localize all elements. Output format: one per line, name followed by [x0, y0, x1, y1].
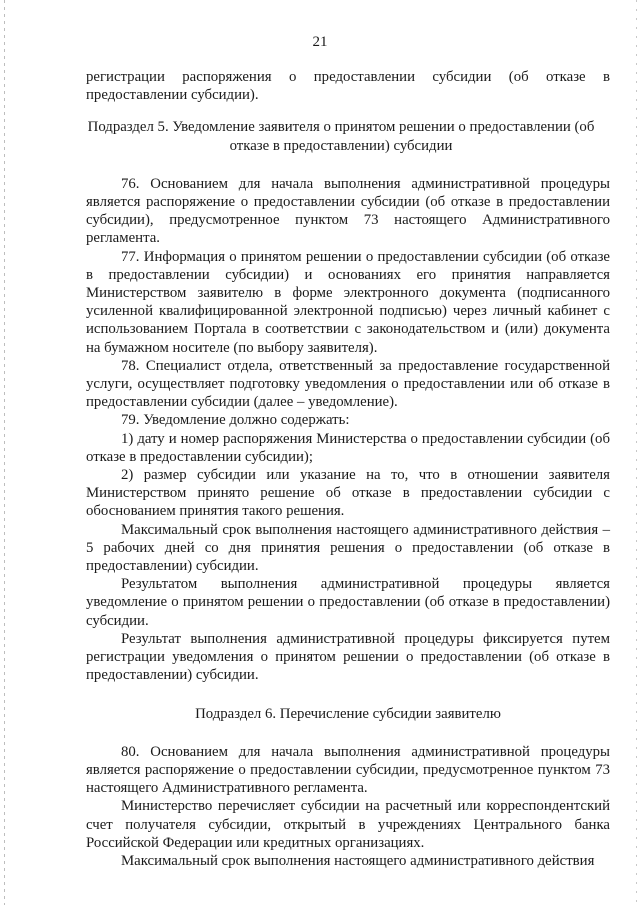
paragraph-transfer: Министерство перечисляет субсидии на расчетный или корреспондентский счет получателя субсидии, открытый в учреждениях Центрального банка Российской Федерации или кредитных организациях. — [86, 798, 610, 851]
spacer — [86, 104, 610, 118]
list-item-1: 1) дату и номер распоряжения Министерства о предоставлении субсидии (об отказе в предоставлении субсидии); — [86, 430, 610, 465]
spacer — [86, 723, 610, 743]
paragraph-80: 80. Основанием для начала выполнения административной процедуры является распоряжение о предоставлении субсидии, предусмотренное пунктом 73 настоящего Административного регламента. — [86, 743, 610, 797]
continuation-paragraph: регистрации распоряжения о предоставлении субсидии (об отказе в предоставлении субсидии). — [86, 69, 610, 104]
paragraph-deadline: Максимальный срок выполнения настоящего административного действия – 5 рабочих дней со дня принятия решения о предоставлении (об отказе в предоставлении) субсидии. — [86, 521, 610, 575]
spacer — [86, 155, 610, 175]
document-body — [86, 68, 610, 870]
paragraph-78: 78. Специалист отдела, ответственный за предоставление государственной услуги, осуществляет подготовку уведомления о предоставлении или об отказе в предоставлении субсидии (далее – уведомление). — [86, 357, 610, 411]
paragraph-77: 77. Информация о принятом решении о предоставлении субсидии (об отказе в предоставлении субсидии) и основаниях его принятия направляется Министерством заявителю в форме электронного документа (подписанного усиленной квалифицированной электронной подписью) через личный кабинет с использованием Портала в соответствии с законодательством и (или) документа на бумажном носителе (по выбору заявителя). — [86, 248, 610, 356]
scan-edge-left — [4, 0, 5, 905]
page-number: 21 — [312, 34, 328, 50]
paragraph-max-term: Максимальный срок выполнения настоящего административного действия — [121, 852, 595, 869]
spacer — [86, 685, 610, 705]
subsection-6-heading: Подраздел 6. Перечисление субсидии заявителю — [195, 705, 501, 722]
paragraph-result-recording: Результат выполнения административной процедуры фиксируется путем регистрации уведомления о принятом решении о предоставлении (об отказе в предоставлении) субсидии. — [86, 630, 610, 684]
paragraph-result: Результатом выполнения административной процедуры является уведомление о принятом решении о предоставлении (об отказе в предоставлении) субсидии. — [86, 576, 610, 629]
list-item-2: 2) размер субсидии или указание на то, что в отношении заявителя Министерством принято решение об отказе в предоставлении субсидии с обоснованием принятия такого решения. — [86, 467, 610, 520]
paragraph-79: 79. Уведомление должно содержать: — [121, 412, 350, 429]
subsection-5-heading: Подраздел 5. Уведомление заявителя о принятом решении о предоставлении (об отказе в предоставлении) субсидии — [87, 119, 595, 154]
paragraph-76: 76. Основанием для начала выполнения административной процедуры является распоряжение о предоставлении субсидии (об отказе в предоставлении субсидии), предусмотренное пунктом 73 настоящего Административного регламента. — [86, 175, 610, 247]
scan-edge-right — [636, 0, 637, 905]
